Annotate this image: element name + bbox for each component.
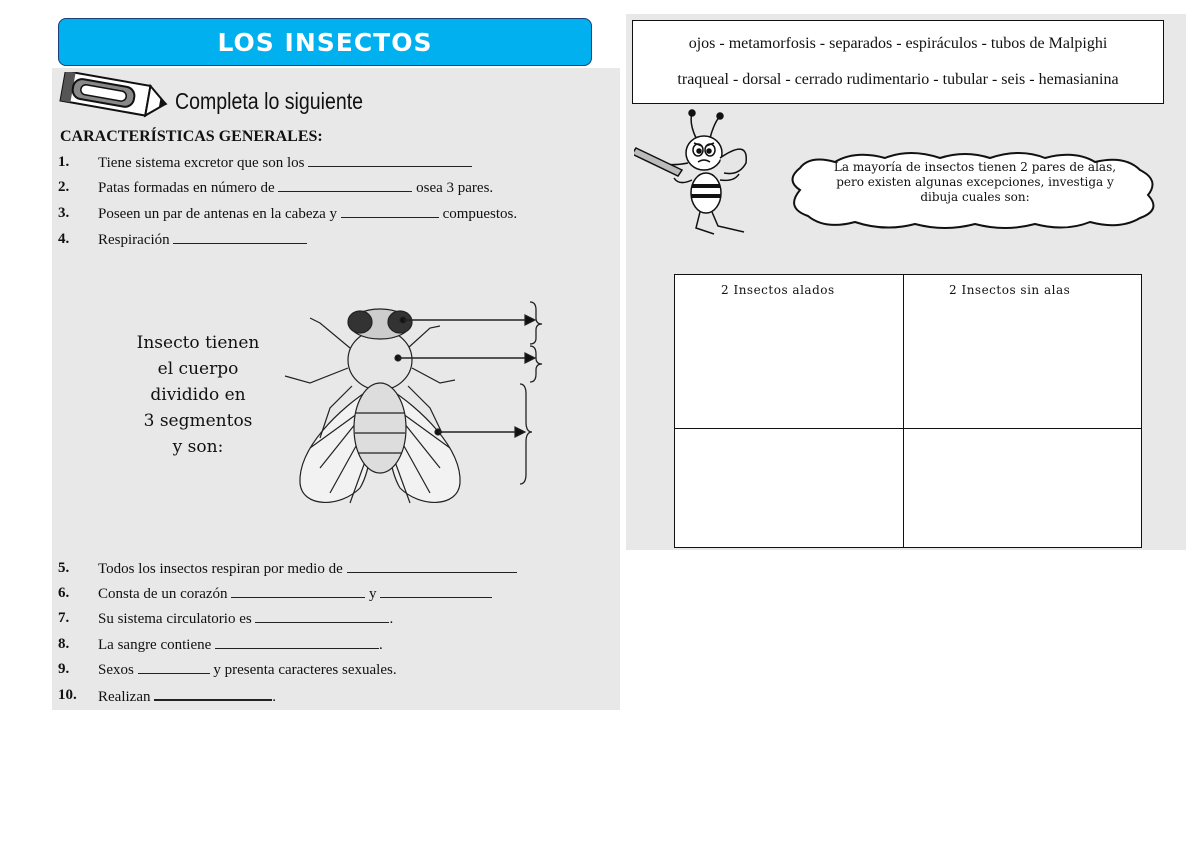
answer-blank[interactable] (380, 585, 492, 598)
answer-blank[interactable] (231, 585, 365, 598)
column-header-wingless: 2 Insectos sin alas (949, 283, 1071, 297)
question-text: La sangre contiene (98, 637, 212, 653)
insect-caption: Insecto tienen el cuerpo dividido en 3 segmentos y son: (136, 333, 260, 457)
section-heading: CARACTERÍSTICAS GENERALES: (60, 128, 323, 145)
table-divider-vertical (903, 275, 904, 547)
question-9: 9. Sexos y presenta caracteres sexuales. (58, 661, 397, 678)
question-text: Realizan (98, 689, 151, 705)
table-divider-horizontal (675, 428, 1141, 429)
answer-blank[interactable] (138, 661, 210, 674)
question-text: Todos los insectos respiran por medio de (98, 561, 343, 577)
question-text: Respiración (98, 232, 170, 248)
question-2: 2. Patas formadas en número de osea 3 pares. (58, 179, 494, 196)
question-text: Tiene sistema excretor que son los (98, 155, 305, 171)
question-text: Sexos (98, 662, 134, 678)
answer-blank[interactable] (154, 687, 272, 701)
question-4: 4. Respiración (58, 231, 578, 251)
question-text: Patas formadas en número de (98, 180, 275, 196)
question-6: 6. Consta de un corazón y (58, 585, 598, 605)
question-text-end: . (389, 611, 394, 627)
question-text-mid: y (369, 586, 377, 602)
answer-blank[interactable] (308, 154, 472, 167)
question-text-end: osea 3 pares. (416, 180, 494, 196)
cloud-instructions: La mayoría de insectos tienen 2 pares de alas, pero existen algunas excepciones, investiga y dibuja cuales son: (833, 160, 1117, 204)
answer-blank[interactable] (278, 179, 412, 192)
page-title: LOS INSECTOS (58, 18, 592, 66)
instruction-title: Completa lo siguiente (175, 88, 364, 114)
question-1: 1. Tiene sistema excretor que son los (58, 154, 578, 174)
question-5: 5. Todos los insectos respiran por medio de (58, 560, 598, 580)
question-text-end: y presenta caracteres sexuales. (213, 662, 397, 678)
answer-blank[interactable] (341, 205, 439, 218)
question-3: 3. Poseen un par de antenas en la cabeza y compuestos. (58, 205, 518, 222)
word-bank-line-2: traqueal - dorsal - cerrado rudimentario - tubular - seis - hemasianina (677, 71, 1119, 88)
question-10: 10. Realizan . (58, 687, 276, 705)
crayon-icon (58, 72, 173, 122)
question-7: 7. Su sistema circulatorio es . (58, 610, 394, 627)
insects-table (674, 274, 1142, 548)
answer-blank[interactable] (255, 610, 389, 623)
bee-illustration (634, 108, 774, 243)
question-text: Su sistema circulatorio es (98, 611, 252, 627)
word-bank-line-1: ojos - metamorfosis - separados - espiráculos - tubos de Malpighi (688, 35, 1108, 52)
answer-blank[interactable] (173, 231, 307, 244)
column-header-winged: 2 Insectos alados (721, 283, 835, 297)
question-text-end: compuestos. (442, 206, 518, 222)
question-text: Consta de un corazón (98, 586, 228, 602)
question-text: Poseen un par de antenas en la cabeza y (98, 206, 338, 222)
answer-blank[interactable] (215, 636, 379, 649)
question-text-end: . (379, 637, 383, 653)
fly-diagram (280, 298, 550, 516)
question-text-end: . (272, 689, 276, 705)
word-bank (632, 20, 1164, 104)
question-8: 8. La sangre contiene . (58, 636, 383, 653)
answer-blank[interactable] (347, 560, 517, 573)
